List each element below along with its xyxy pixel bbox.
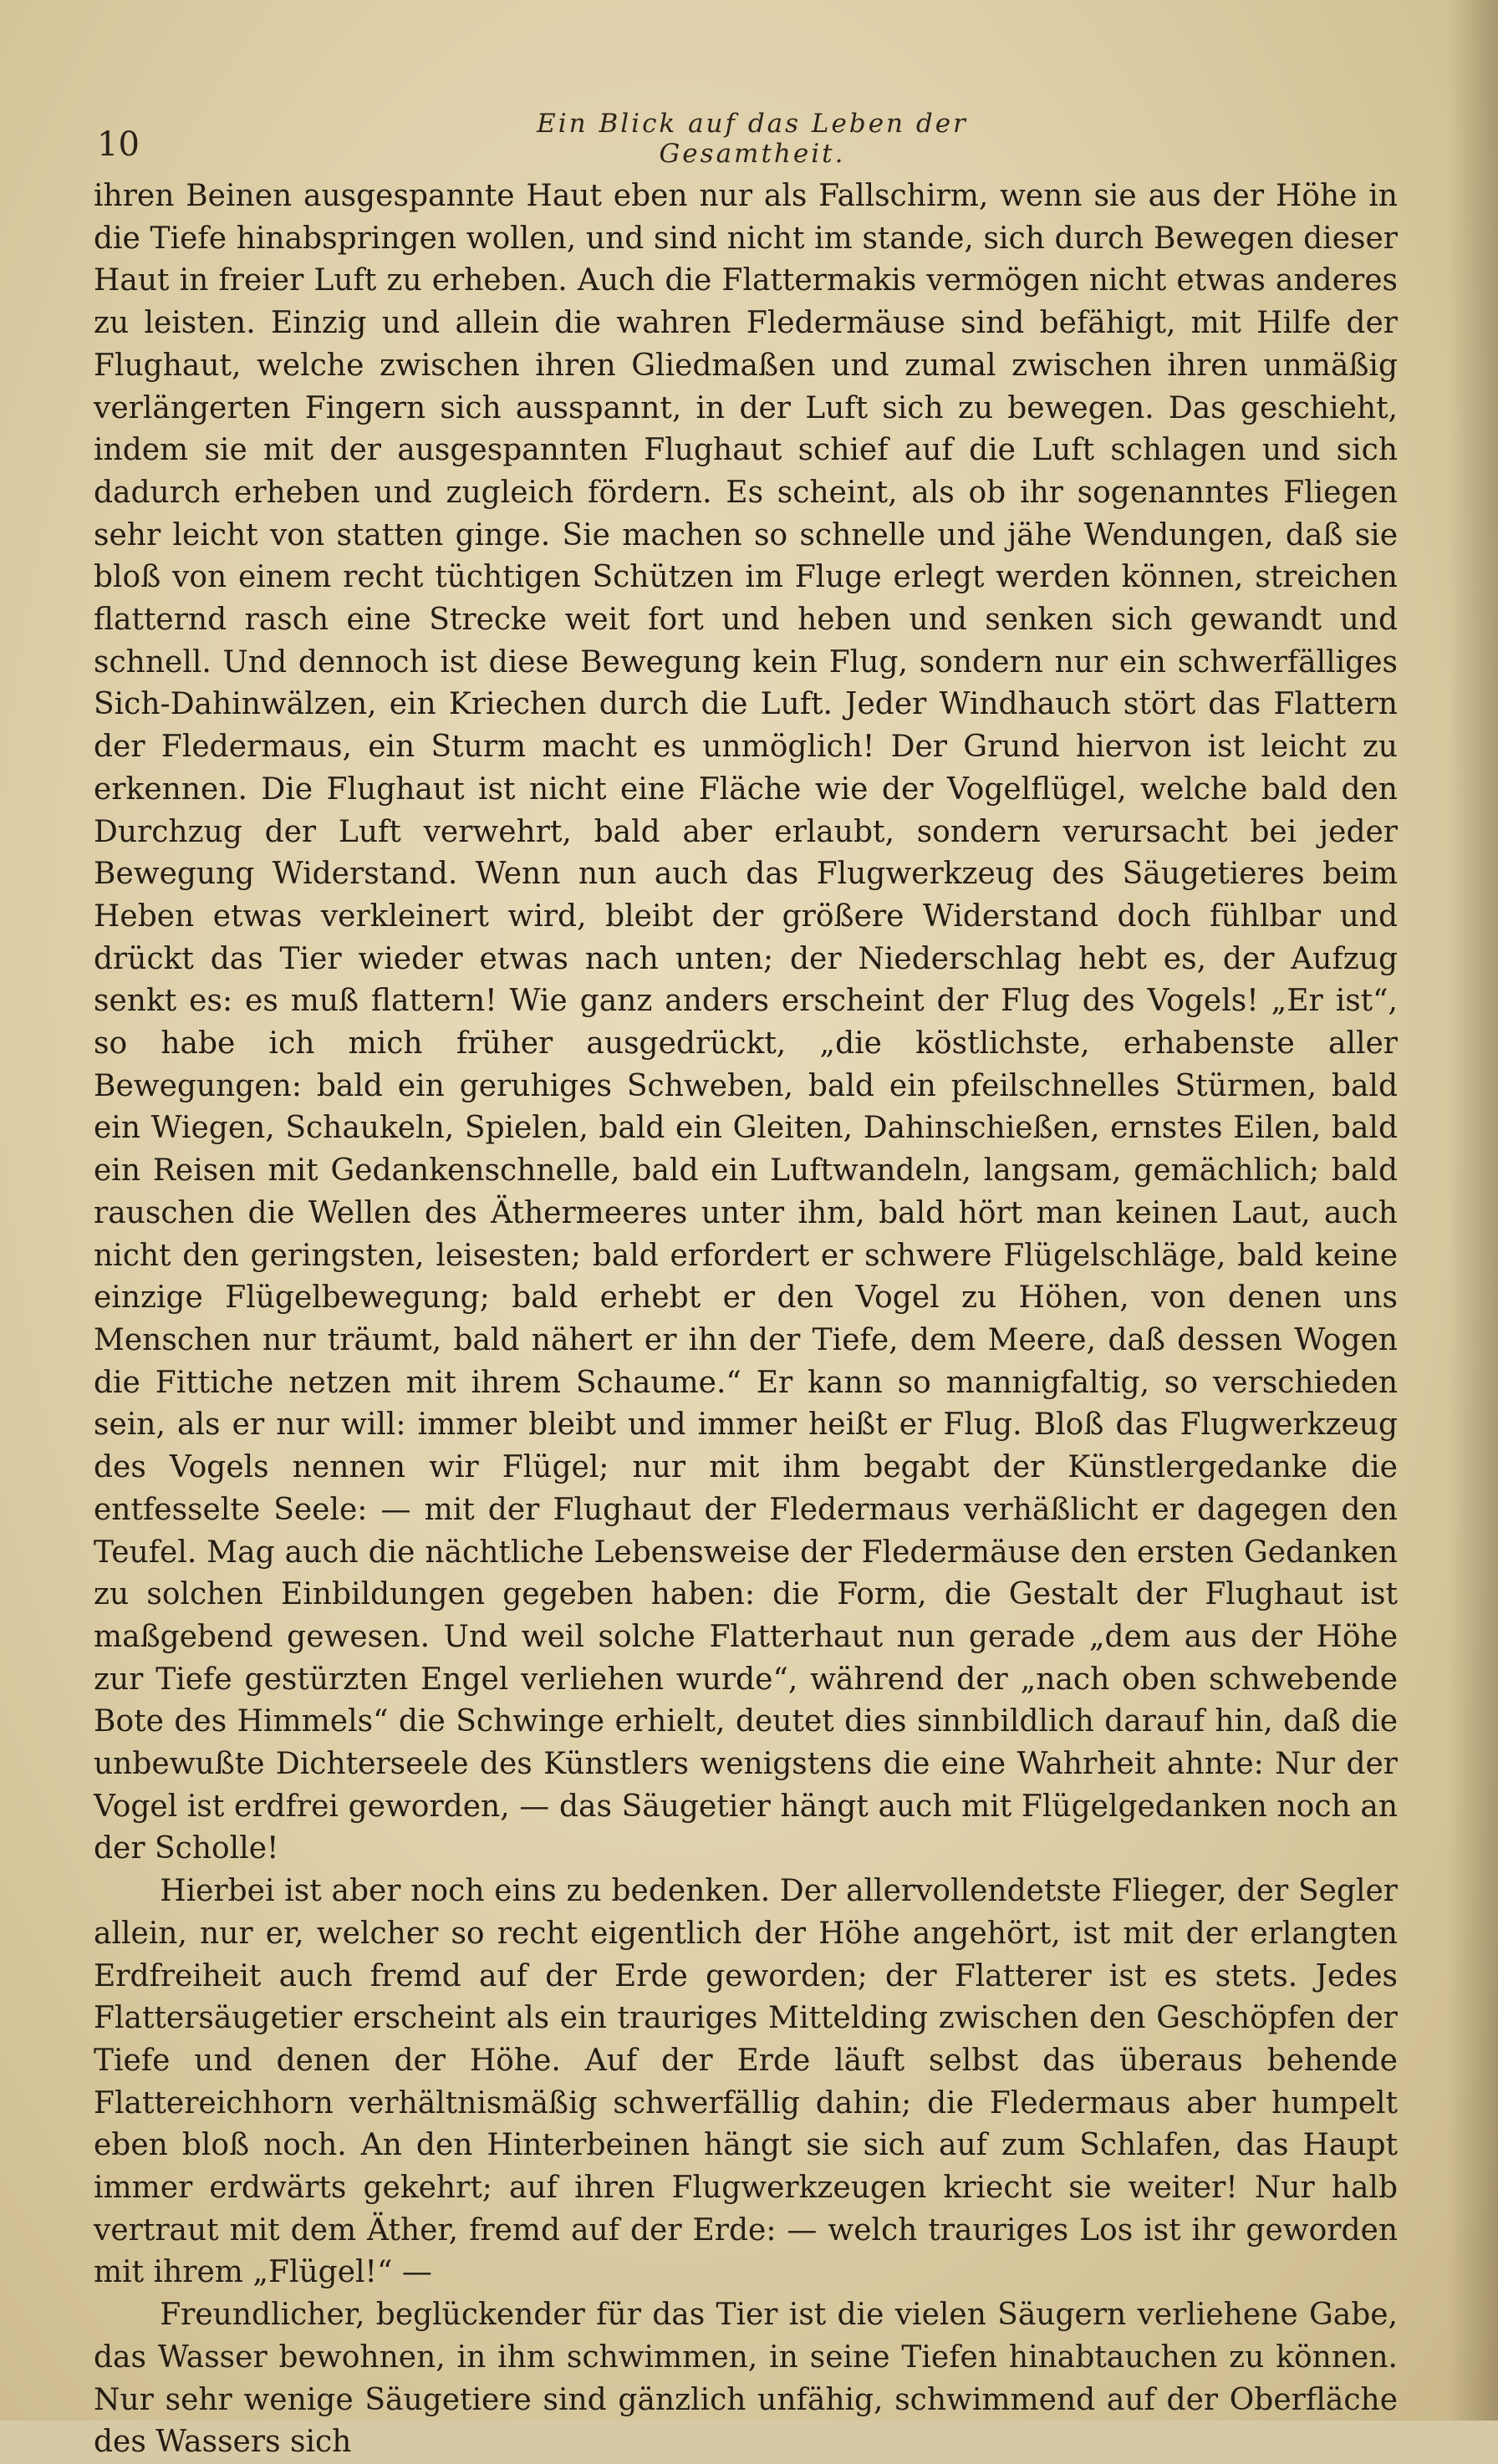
paragraph: Freundlicher, beglückender für das Tier ist die vielen Säugern verliehene Gabe, das Wasser bewohnen, in ihm schwimmen, in seine Tiefen hinabtauchen zu können. Nur sehr wenige Säugetiere sind gänzlich unfähig, schwimmend auf der Oberfläche des Wassers sich [94, 2298, 1398, 2460]
page-number: 10 [97, 125, 140, 164]
running-head: Ein Blick auf das Leben der Gesamtheit. [537, 109, 968, 169]
page-edge-shadow [1448, 0, 1498, 2421]
paragraph: ihren Beinen ausgespannte Haut eben nur als Fallschirm, wenn sie aus der Höhe in die Tiefe hinabspringen wollen, und sind nicht im stande, sich durch Bewegen dieser Haut in freier Luft zu erheben. Auch die Flattermakis vermögen nicht etwas anderes zu leisten. Einzig und allein die wahren Fledermäuse sind befähigt, mit Hilfe der Flughaut, welche zwischen ihren Gliedmaßen und zumal zwischen ihren unmäßig verlängerten Fingern sich ausspannt, in der Luft sich zu bewegen. Das geschieht, indem sie mit der ausgespannten Flughaut schief auf die Luft schlagen und sich dadurch erheben und zugleich fördern. Es scheint, als ob ihr sogenanntes Fliegen sehr leicht von statten ginge. Sie machen so schnelle und jähe Wendungen, daß sie bloß von einem recht tüchtigen Schützen im Fluge erlegt werden können, streichen flatternd rasch eine Strecke weit fort und heben und senken sich gewandt und schnell. Und dennoch ist diese Bewegung kein Flug, sondern nur ein schwerfälliges Sich-Dahinwälzen, ein Kriechen durch die Luft. Jeder Windhauch stört das Flattern der Fledermaus, ein Sturm macht es unmöglich! Der Grund hiervon ist leicht zu erkennen. Die Flughaut ist nicht eine Fläche wie der Vogelflügel, welche bald den Durchzug der Luft verwehrt, bald aber erlaubt, sondern verursacht bei jeder Bewegung Widerstand. Wenn nun auch das Flugwerkzeug des Säugetieres beim Heben etwas verkleinert wird, bleibt der größere Widerstand doch fühlbar und drückt das Tier wieder etwas nach unten; der Niederschlag hebt es, der Aufzug senkt es: es muß flattern! Wie ganz anders erscheint der Flug des Vogels! „Er ist“, so habe ich mich früher ausgedrückt, „die köstlichste, erhabenste aller Bewegungen: bald ein geruhiges Schweben, bald ein pfeilschnelles Stürmen, bald ein Wiegen, Schaukeln, Spielen, bald ein Gleiten, Dahinschießen, ernstes Eilen, bald ein Reisen mit Gedankenschnelle, bald ein Luftwandeln, langsam, gemächlich; bald rauschen die Wellen des Äthermeeres unter ihm, bald hört man keinen Laut, auch nicht den geringsten, leisesten; bald erfordert er schwere Flügelschläge, bald keine einzige Flügelbewegung; bald erhebt er den Vogel zu Höhen, von denen uns Menschen nur träumt, bald nähert er ihn der Tiefe, dem Meere, daß dessen Wogen die Fittiche netzen mit ihrem Schaume.“ Er kann so mannigfaltig, so verschieden sein, als er nur will: immer bleibt und immer heißt er Flug. Bloß das Flugwerkzeug des Vogels nennen wir Flügel; nur mit ihm begabt der Künstlergedanke die entfesselte Seele: — mit der Flughaut der Fledermaus verhäßlicht er dagegen den Teufel. Mag auch die nächtliche Lebensweise der Fledermäuse den ersten Gedanken zu solchen Einbildungen gegeben haben: die Form, die Gestalt der Flughaut ist maßgebend gewesen. Und weil solche Flatterhaut nun gerade „dem aus der Höhe zur Tiefe gestürzten Engel verliehen wurde“, während der „nach oben schwebende Bote des Himmels“ die Schwinge erhielt, deutet dies sinnbildlich darauf hin, daß die unbewußte Dichterseele des Künstlers wenigstens die eine Wahrheit ahnte: Nur der Vogel ist erdfrei geworden, — das Säugetier hängt auch mit Flügelgedanken noch an der Scholle! [94, 179, 1398, 1866]
paragraph: Hierbei ist aber noch eins zu bedenken. Der allervollendetste Flieger, der Segler allein, nur er, welcher so recht eigentlich der Höhe angehört, ist mit der erlangten Erdfreiheit auch fremd auf der Erde geworden; der Flatterer ist es stets. Jedes Flattersäugetier erscheint als ein trauriges Mittelding zwischen den Geschöpfen der Tiefe und denen der Höhe. Auf der Erde läuft selbst das überaus behende Flattereichhorn verhältnismäßig schwerfällig dahin; die Fledermaus aber humpelt eben bloß noch. An den Hinterbeinen hängt sie sich auf zum Schlafen, das Haupt immer erdwärts gekehrt; auf ihren Flugwerkzeugen kriecht sie weiter! Nur halb vertraut mit dem Äther, fremd auf der Erde: — welch trauriges Los ist ihr geworden mit ihrem „Flügel!“ — [94, 1874, 1398, 2290]
body-text [94, 176, 1398, 2464]
